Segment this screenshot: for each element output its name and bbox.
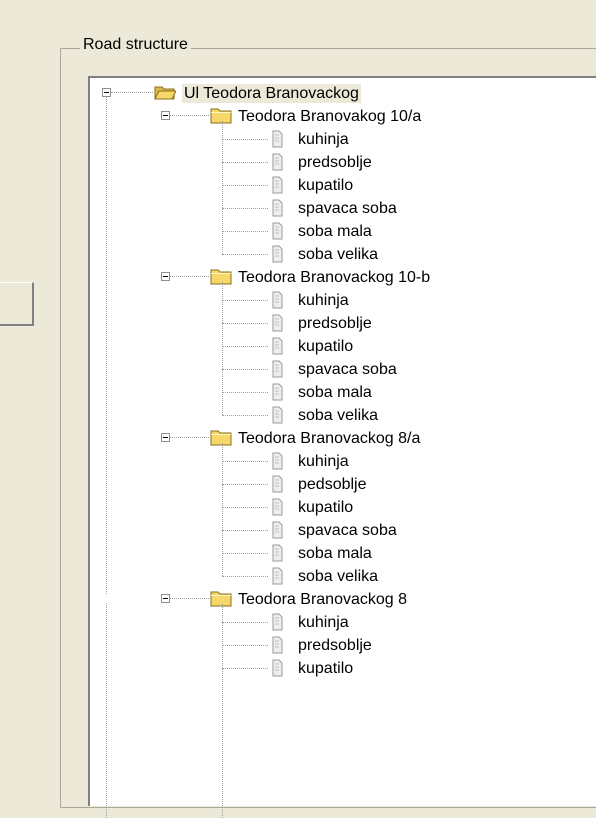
tree-connector <box>170 276 209 277</box>
document-icon <box>270 635 284 660</box>
tree-connector <box>222 282 223 415</box>
tree-connector <box>222 553 268 554</box>
collapse-toggle-icon[interactable] <box>161 111 170 120</box>
document-icon <box>270 198 284 223</box>
document-icon <box>270 543 284 568</box>
document-icon <box>270 152 284 177</box>
tree-connector <box>222 254 268 255</box>
tree-node-label: Teodora Branovakog 10/a <box>238 108 422 125</box>
tree-node-label: spavaca soba <box>298 361 397 378</box>
document-icon <box>270 658 284 683</box>
tree-node-label: predsoblje <box>298 154 372 171</box>
tree-connector <box>222 121 223 254</box>
tree-node-label: Teodora Branovackog 8/a <box>238 430 421 447</box>
collapse-toggle-icon[interactable] <box>161 594 170 603</box>
folder-icon <box>210 428 232 451</box>
tree-connector <box>170 115 209 116</box>
folder-icon <box>210 106 232 129</box>
open-folder-icon <box>154 83 176 106</box>
document-icon <box>270 405 284 430</box>
document-icon <box>270 382 284 407</box>
document-icon <box>270 244 284 269</box>
tree-connector <box>222 185 268 186</box>
tree-connector <box>222 484 268 485</box>
document-icon <box>270 359 284 384</box>
tree-node-label: kupatilo <box>298 177 354 194</box>
tree-connector <box>222 443 223 576</box>
tree-connector <box>222 668 268 669</box>
tree-connector <box>222 622 268 623</box>
tree-connector <box>222 530 268 531</box>
folder-icon <box>210 267 232 290</box>
tree-connector <box>222 576 268 577</box>
tree-connector <box>222 231 268 232</box>
collapse-toggle-icon[interactable] <box>102 88 111 97</box>
groupbox-title: Road structure <box>80 36 191 54</box>
document-icon <box>270 290 284 315</box>
tree-connector <box>222 461 268 462</box>
tree-node-label: kupatilo <box>298 338 354 355</box>
document-icon <box>270 313 284 338</box>
tree-node-label: kuhinja <box>298 292 349 309</box>
tree-node-label: soba mala <box>298 545 372 562</box>
tree-node-label: pedsoblje <box>298 476 367 493</box>
document-icon <box>270 520 284 545</box>
tree-node-label: spavaca soba <box>298 522 397 539</box>
tree-connector <box>222 346 268 347</box>
tree-node-label: soba mala <box>298 384 372 401</box>
tree-connector <box>222 208 268 209</box>
tree-node-label: Teodora Branovackog 8 <box>238 591 407 608</box>
road-structure-tree[interactable] <box>88 76 596 806</box>
tree-connector <box>222 645 268 646</box>
tree-connector <box>222 415 268 416</box>
tree-connector <box>111 92 153 93</box>
document-icon <box>270 175 284 200</box>
tree-node-label: soba velika <box>298 568 379 585</box>
tree-node-label: kuhinja <box>298 614 349 631</box>
document-icon <box>270 336 284 361</box>
tree-node-label: spavaca soba <box>298 200 397 217</box>
document-icon <box>270 474 284 499</box>
document-icon <box>270 566 284 591</box>
tree-node-label: kuhinja <box>298 131 349 148</box>
tree-connector <box>222 139 268 140</box>
tree-connector <box>222 604 223 818</box>
tree-connector <box>222 300 268 301</box>
tree-node-label: soba mala <box>298 223 372 240</box>
folder-icon <box>210 589 232 612</box>
tree-node-label: kupatilo <box>298 499 354 516</box>
tree-connector <box>222 392 268 393</box>
collapse-toggle-icon[interactable] <box>161 272 170 281</box>
tree-connector <box>222 162 268 163</box>
tree-connector <box>106 603 107 818</box>
collapse-toggle-icon[interactable] <box>161 433 170 442</box>
tree-connector <box>170 598 209 599</box>
document-icon <box>270 612 284 637</box>
tree-connector <box>106 97 107 594</box>
tree-node-label: predsoblje <box>298 637 372 654</box>
document-icon <box>270 451 284 476</box>
tree-node-label: predsoblje <box>298 315 372 332</box>
tree-node-label: Ul Teodora Branovackog <box>184 85 359 102</box>
document-icon <box>270 497 284 522</box>
tree-node-label: soba velika <box>298 246 379 263</box>
tree-node-label: kuhinja <box>298 453 349 470</box>
tree-node-label: kupatilo <box>298 660 354 677</box>
tree-connector <box>222 323 268 324</box>
tree-node-label: Teodora Branovackog 10-b <box>238 269 431 286</box>
side-panel-button[interactable] <box>0 282 34 326</box>
document-icon <box>270 129 284 154</box>
tree-connector <box>170 437 209 438</box>
document-icon <box>270 221 284 246</box>
tree-connector <box>222 507 268 508</box>
tree-connector <box>222 369 268 370</box>
tree-node-label: soba velika <box>298 407 379 424</box>
